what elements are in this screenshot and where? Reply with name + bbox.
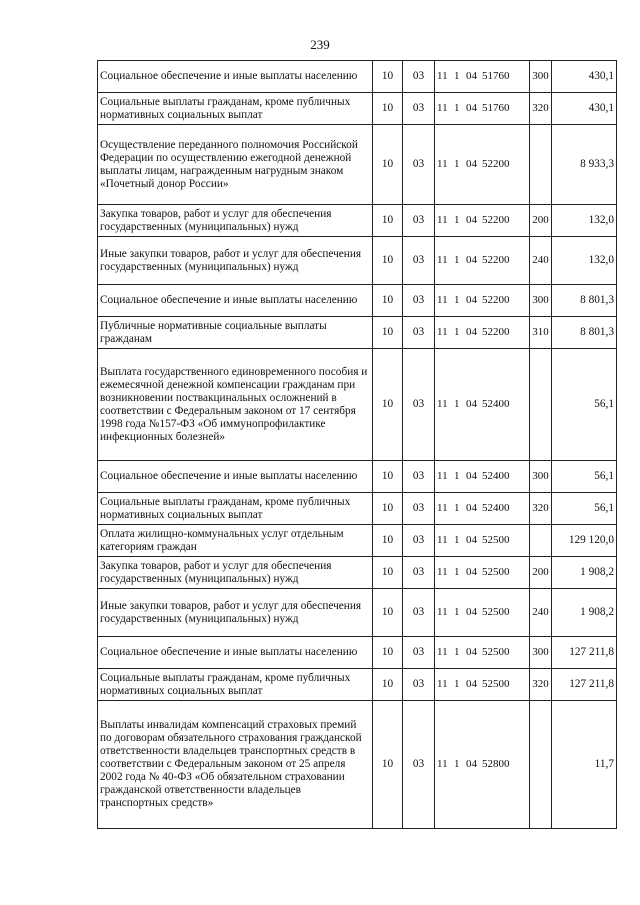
target-code-part: 04 xyxy=(466,326,477,338)
row-name-cell: Социальные выплаты гражданам, кроме публичных нормативных социальных выплат xyxy=(98,493,373,525)
table-row xyxy=(98,125,617,205)
row-section-cell: 10 xyxy=(373,461,403,493)
target-code-part: 1 xyxy=(454,398,460,410)
row-expense-type-cell: 300 xyxy=(530,61,552,93)
row-subsection-cell: 03 xyxy=(403,349,435,461)
target-code-part: 51760 xyxy=(482,102,510,114)
row-name-cell: Социальные выплаты гражданам, кроме публичных нормативных социальных выплат xyxy=(98,669,373,701)
row-name-cell: Публичные нормативные социальные выплаты гражданам xyxy=(98,317,373,349)
page-number: 239 xyxy=(310,37,330,52)
table-row xyxy=(98,237,617,285)
row-expense-type-cell xyxy=(530,525,552,557)
row-target-code-cell xyxy=(435,317,530,349)
row-expense-type-cell xyxy=(530,125,552,205)
row-target-code-cell xyxy=(435,61,530,93)
target-code-part: 52500 xyxy=(482,678,510,690)
row-expense-type-cell: 310 xyxy=(530,317,552,349)
row-target-code-cell xyxy=(435,461,530,493)
target-code-part: 11 xyxy=(437,566,448,578)
row-amount-cell: 8 801,3 xyxy=(552,285,617,317)
row-expense-type-cell xyxy=(530,701,552,829)
row-expense-type-cell: 240 xyxy=(530,589,552,637)
row-subsection-cell: 03 xyxy=(403,317,435,349)
table-row xyxy=(98,557,617,589)
row-target-code-cell xyxy=(435,525,530,557)
row-amount-cell: 127 211,8 xyxy=(552,669,617,701)
row-section-cell: 10 xyxy=(373,589,403,637)
table-row xyxy=(98,285,617,317)
target-code-part: 11 xyxy=(437,294,448,306)
row-section-cell: 10 xyxy=(373,205,403,237)
table-row xyxy=(98,93,617,125)
row-expense-type-cell xyxy=(530,349,552,461)
target-code-part: 1 xyxy=(454,566,460,578)
table-row xyxy=(98,637,617,669)
row-subsection-cell: 03 xyxy=(403,557,435,589)
table-row xyxy=(98,525,617,557)
target-code-part: 11 xyxy=(437,646,448,658)
table-body xyxy=(98,61,617,829)
row-target-code-cell xyxy=(435,557,530,589)
row-amount-cell: 430,1 xyxy=(552,61,617,93)
target-code-part: 1 xyxy=(454,102,460,114)
target-code-part: 11 xyxy=(437,758,448,770)
row-section-cell: 10 xyxy=(373,237,403,285)
target-code-part: 52200 xyxy=(482,326,510,338)
target-code-part: 52200 xyxy=(482,158,510,170)
target-code-part: 04 xyxy=(466,758,477,770)
row-section-cell: 10 xyxy=(373,669,403,701)
row-section-cell: 10 xyxy=(373,317,403,349)
target-code-part: 52200 xyxy=(482,254,510,266)
row-subsection-cell: 03 xyxy=(403,701,435,829)
target-code-part: 1 xyxy=(454,534,460,546)
row-expense-type-cell: 300 xyxy=(530,461,552,493)
row-amount-cell: 129 120,0 xyxy=(552,525,617,557)
target-code-part: 52500 xyxy=(482,534,510,546)
target-code-part: 52500 xyxy=(482,566,510,578)
target-code-part: 1 xyxy=(454,646,460,658)
row-expense-type-cell: 240 xyxy=(530,237,552,285)
row-name-cell: Социальное обеспечение и иные выплаты населению xyxy=(98,285,373,317)
row-subsection-cell: 03 xyxy=(403,525,435,557)
target-code-part: 1 xyxy=(454,326,460,338)
row-subsection-cell: 03 xyxy=(403,125,435,205)
row-expense-type-cell: 320 xyxy=(530,669,552,701)
table-row xyxy=(98,493,617,525)
target-code-part: 52800 xyxy=(482,758,510,770)
table-row xyxy=(98,349,617,461)
target-code-part: 52500 xyxy=(482,606,510,618)
row-target-code-cell xyxy=(435,493,530,525)
row-target-code-cell xyxy=(435,349,530,461)
row-target-code-cell xyxy=(435,701,530,829)
row-target-code-cell xyxy=(435,205,530,237)
row-expense-type-cell: 320 xyxy=(530,93,552,125)
row-subsection-cell: 03 xyxy=(403,205,435,237)
target-code-part: 04 xyxy=(466,254,477,266)
target-code-part: 1 xyxy=(454,470,460,482)
row-subsection-cell: 03 xyxy=(403,493,435,525)
row-amount-cell: 56,1 xyxy=(552,461,617,493)
row-target-code-cell xyxy=(435,93,530,125)
target-code-part: 1 xyxy=(454,294,460,306)
row-amount-cell: 56,1 xyxy=(552,493,617,525)
row-subsection-cell: 03 xyxy=(403,461,435,493)
row-section-cell: 10 xyxy=(373,349,403,461)
row-name-cell: Выплаты инвалидам компенсаций страховых премий по договорам обязательного страхования гражданской ответственности владельцев транспортных средств в соответствии с Федеральным законом от 25 апреля 2002 года № 40-ФЗ «Об обязательном страховании гражданской ответственности владельцев транспортных средств» xyxy=(98,701,373,829)
target-code-part: 11 xyxy=(437,678,448,690)
row-target-code-cell xyxy=(435,589,530,637)
row-amount-cell: 8 801,3 xyxy=(552,317,617,349)
table-row xyxy=(98,669,617,701)
row-section-cell: 10 xyxy=(373,701,403,829)
row-section-cell: 10 xyxy=(373,557,403,589)
target-code-part: 11 xyxy=(437,534,448,546)
row-target-code-cell xyxy=(435,669,530,701)
row-expense-type-cell: 300 xyxy=(530,637,552,669)
target-code-part: 04 xyxy=(466,502,477,514)
target-code-part: 52200 xyxy=(482,294,510,306)
target-code-part: 1 xyxy=(454,214,460,226)
row-name-cell: Осуществление переданного полномочия Российской Федерации по осуществлению ежегодной денежной выплаты лицам, награжденным нагрудным знаком «Почетный донор России» xyxy=(98,125,373,205)
row-subsection-cell: 03 xyxy=(403,237,435,285)
target-code-part: 04 xyxy=(466,102,477,114)
target-code-part: 04 xyxy=(466,158,477,170)
target-code-part: 11 xyxy=(437,254,448,266)
row-target-code-cell xyxy=(435,637,530,669)
row-section-cell: 10 xyxy=(373,525,403,557)
row-subsection-cell: 03 xyxy=(403,637,435,669)
target-code-part: 11 xyxy=(437,326,448,338)
target-code-part: 1 xyxy=(454,254,460,266)
table-row xyxy=(98,701,617,829)
table-row xyxy=(98,317,617,349)
row-target-code-cell xyxy=(435,237,530,285)
target-code-part: 04 xyxy=(466,646,477,658)
row-section-cell: 10 xyxy=(373,637,403,669)
row-amount-cell: 1 908,2 xyxy=(552,557,617,589)
target-code-part: 04 xyxy=(466,294,477,306)
row-section-cell: 10 xyxy=(373,493,403,525)
target-code-part: 04 xyxy=(466,566,477,578)
budget-table xyxy=(97,60,617,829)
row-amount-cell: 56,1 xyxy=(552,349,617,461)
row-name-cell: Выплата государственного единовременного пособия и ежемесячной денежной компенсации гражданам при возникновении поствакцинальных осложнений в соответствии с Федеральным законом от 17 сентября 1998 года №157-ФЗ «Об иммунопрофилактике инфекционных болезней» xyxy=(98,349,373,461)
target-code-part: 1 xyxy=(454,158,460,170)
row-amount-cell: 127 211,8 xyxy=(552,637,617,669)
row-expense-type-cell: 200 xyxy=(530,205,552,237)
target-code-part: 11 xyxy=(437,158,448,170)
row-subsection-cell: 03 xyxy=(403,589,435,637)
table-row xyxy=(98,205,617,237)
row-name-cell: Оплата жилищно-коммунальных услуг отдельным категориям граждан xyxy=(98,525,373,557)
row-name-cell: Социальное обеспечение и иные выплаты населению xyxy=(98,461,373,493)
row-name-cell: Социальное обеспечение и иные выплаты населению xyxy=(98,61,373,93)
row-subsection-cell: 03 xyxy=(403,61,435,93)
row-name-cell: Иные закупки товаров, работ и услуг для обеспечения государственных (муниципальных) нужд xyxy=(98,589,373,637)
table-row xyxy=(98,461,617,493)
target-code-part: 11 xyxy=(437,502,448,514)
target-code-part: 1 xyxy=(454,502,460,514)
row-amount-cell: 1 908,2 xyxy=(552,589,617,637)
target-code-part: 52200 xyxy=(482,214,510,226)
row-name-cell: Закупка товаров, работ и услуг для обеспечения государственных (муниципальных) нужд xyxy=(98,557,373,589)
target-code-part: 1 xyxy=(454,758,460,770)
row-name-cell: Социальные выплаты гражданам, кроме публичных нормативных социальных выплат xyxy=(98,93,373,125)
row-expense-type-cell: 300 xyxy=(530,285,552,317)
target-code-part: 04 xyxy=(466,678,477,690)
row-name-cell: Закупка товаров, работ и услуг для обеспечения государственных (муниципальных) нужд xyxy=(98,205,373,237)
row-amount-cell: 132,0 xyxy=(552,205,617,237)
row-section-cell: 10 xyxy=(373,125,403,205)
row-amount-cell: 430,1 xyxy=(552,93,617,125)
row-name-cell: Иные закупки товаров, работ и услуг для обеспечения государственных (муниципальных) нужд xyxy=(98,237,373,285)
row-target-code-cell xyxy=(435,125,530,205)
row-subsection-cell: 03 xyxy=(403,93,435,125)
target-code-part: 51760 xyxy=(482,70,510,82)
target-code-part: 52400 xyxy=(482,470,510,482)
target-code-part: 04 xyxy=(466,606,477,618)
target-code-part: 04 xyxy=(466,398,477,410)
row-expense-type-cell: 200 xyxy=(530,557,552,589)
target-code-part: 04 xyxy=(466,214,477,226)
target-code-part: 52400 xyxy=(482,502,510,514)
target-code-part: 04 xyxy=(466,470,477,482)
row-amount-cell: 11,7 xyxy=(552,701,617,829)
row-section-cell: 10 xyxy=(373,61,403,93)
target-code-part: 52500 xyxy=(482,646,510,658)
row-amount-cell: 8 933,3 xyxy=(552,125,617,205)
row-section-cell: 10 xyxy=(373,285,403,317)
target-code-part: 1 xyxy=(454,70,460,82)
table-row xyxy=(98,61,617,93)
target-code-part: 11 xyxy=(437,102,448,114)
target-code-part: 11 xyxy=(437,606,448,618)
row-section-cell: 10 xyxy=(373,93,403,125)
row-subsection-cell: 03 xyxy=(403,285,435,317)
target-code-part: 11 xyxy=(437,70,448,82)
row-target-code-cell xyxy=(435,285,530,317)
row-expense-type-cell: 320 xyxy=(530,493,552,525)
target-code-part: 11 xyxy=(437,214,448,226)
target-code-part: 1 xyxy=(454,606,460,618)
row-amount-cell: 132,0 xyxy=(552,237,617,285)
target-code-part: 11 xyxy=(437,470,448,482)
target-code-part: 04 xyxy=(466,534,477,546)
target-code-part: 1 xyxy=(454,678,460,690)
target-code-part: 04 xyxy=(466,70,477,82)
table-row xyxy=(98,589,617,637)
target-code-part: 52400 xyxy=(482,398,510,410)
row-name-cell: Социальное обеспечение и иные выплаты населению xyxy=(98,637,373,669)
row-subsection-cell: 03 xyxy=(403,669,435,701)
target-code-part: 11 xyxy=(437,398,448,410)
